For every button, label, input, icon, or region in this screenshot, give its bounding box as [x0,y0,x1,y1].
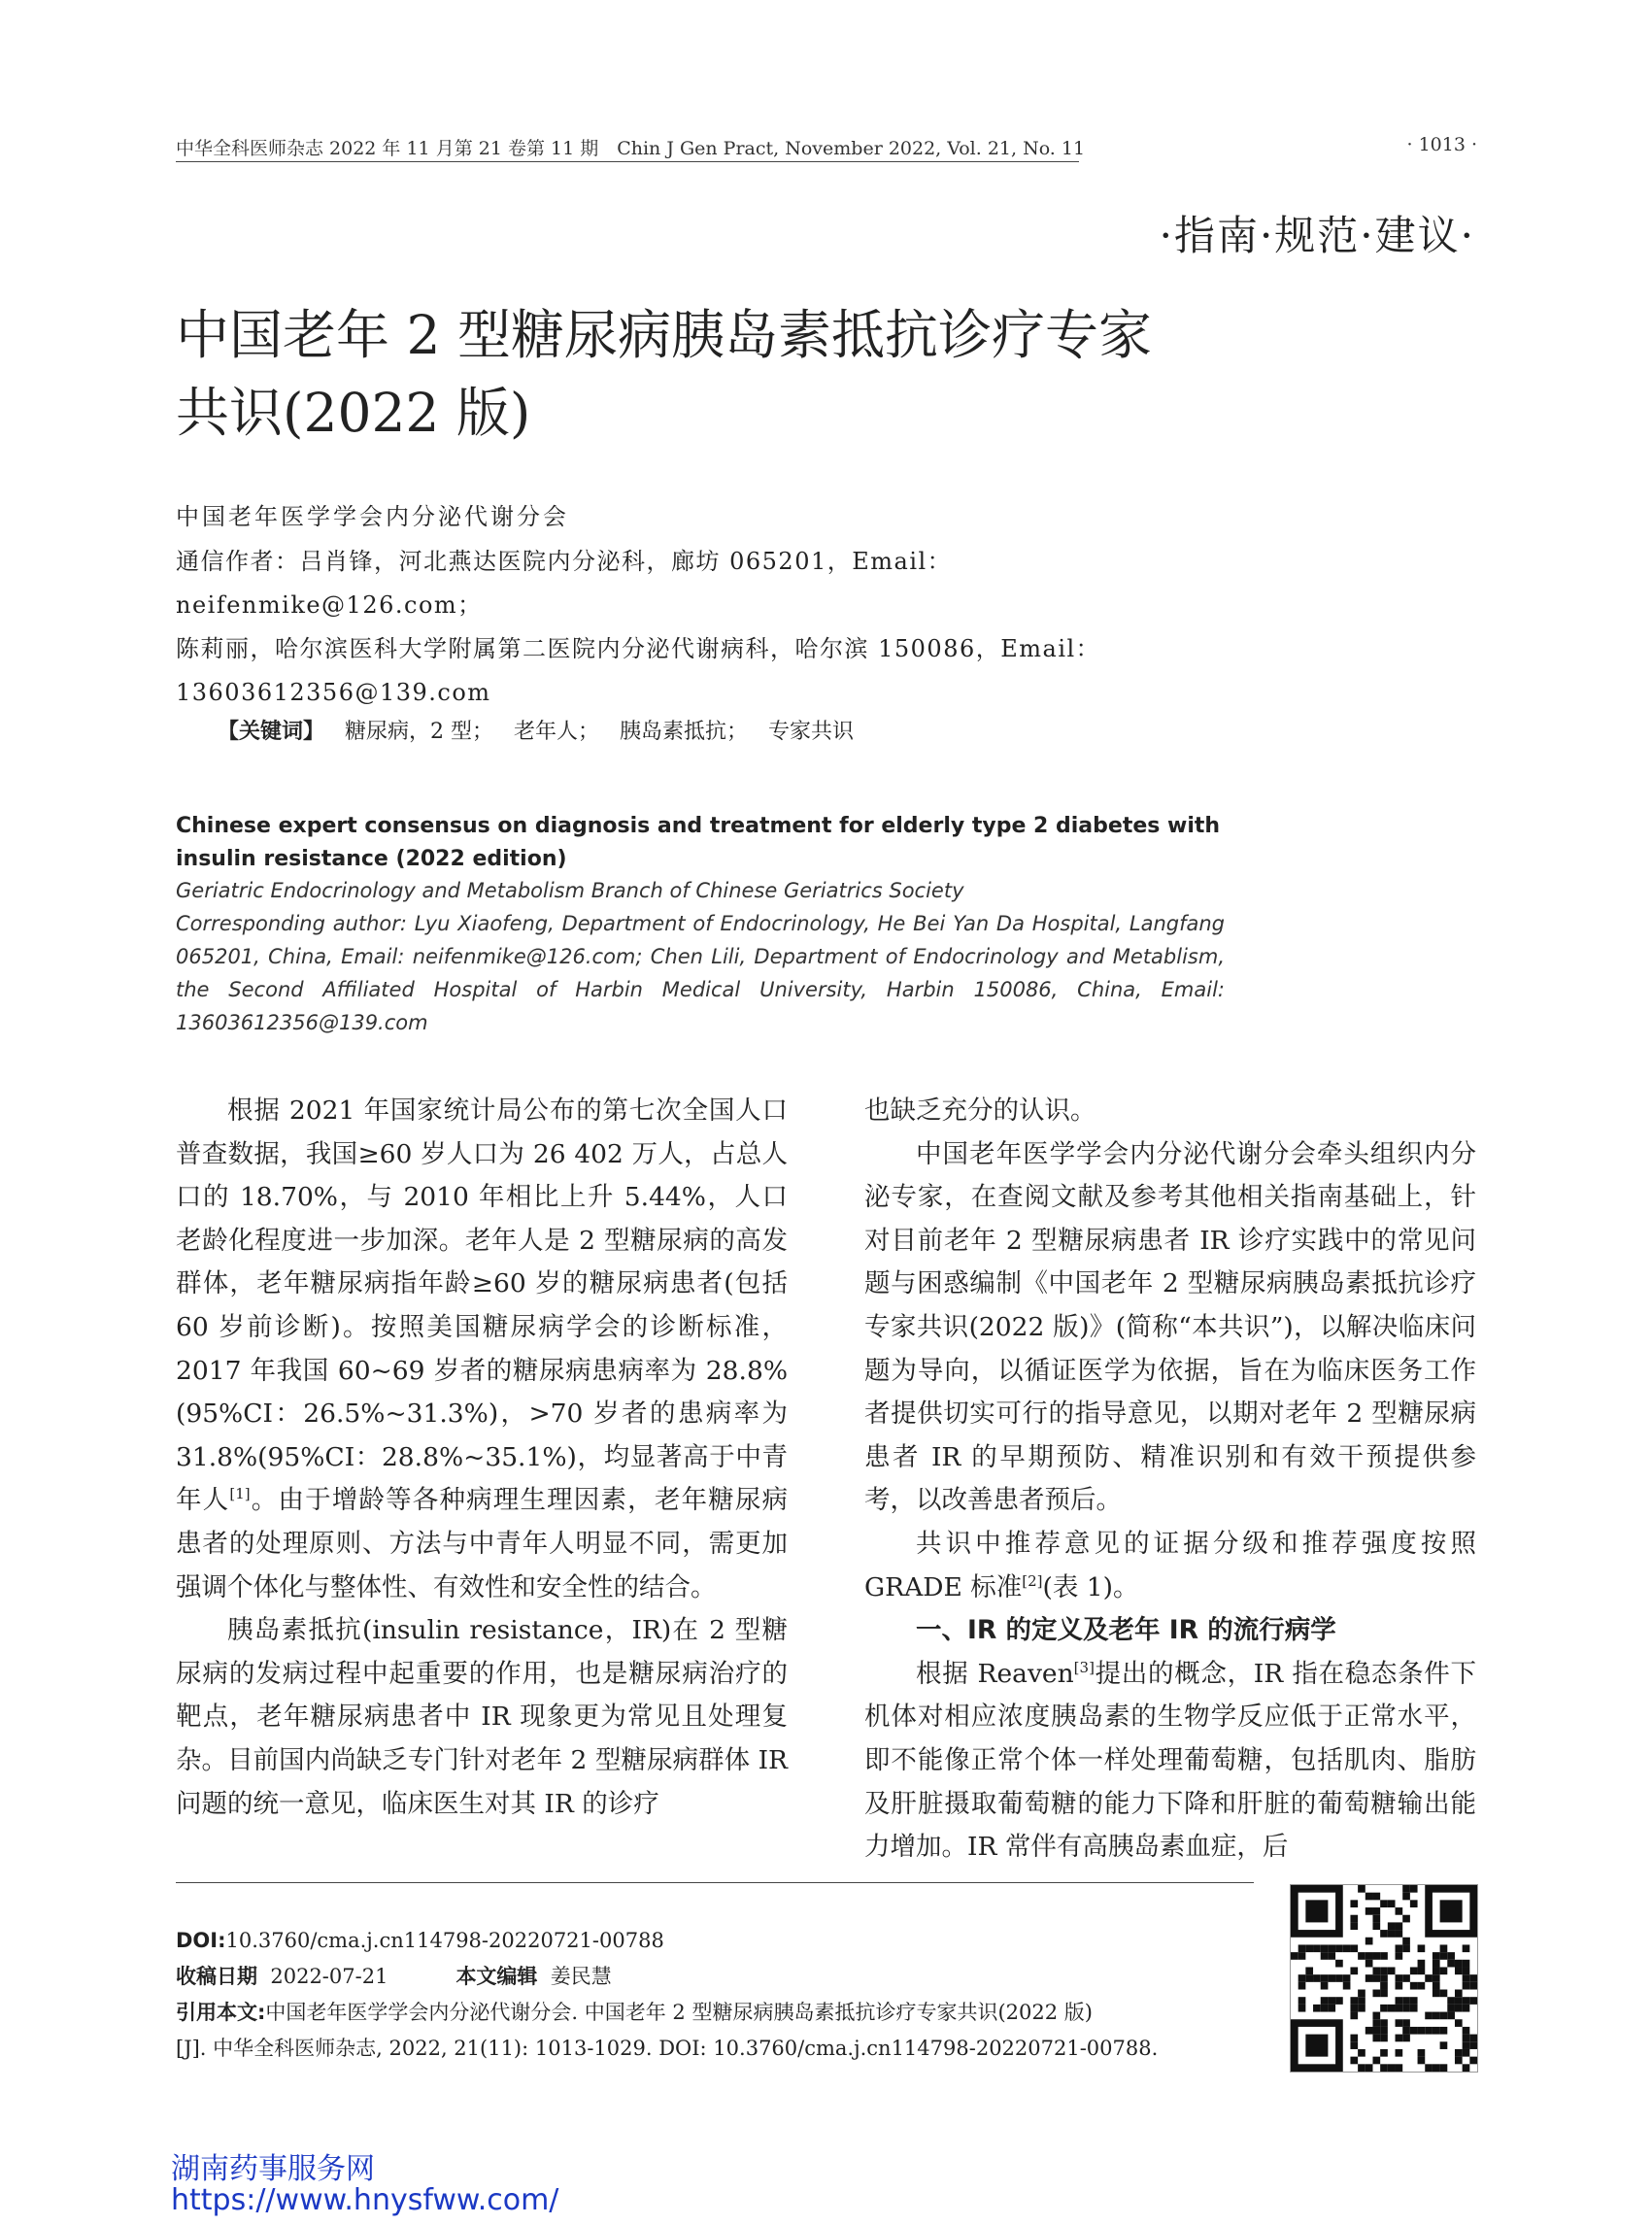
watermark-url[interactable]: https://www.hnysfww.com/ [171,2183,559,2217]
header-rule [176,161,1079,162]
body-text: 根据 2021 年国家统计局公布的第七次全国人口普查数据，我国≥60 岁人口为 26 402 万人，占总人口的 18.70%，与 2010 年相比上升 5.44%，人口老龄化程度进一步加深。老年人是 2 型糖尿病的高发群体，老年糖尿病指年龄≥60 岁的糖尿病患者(包括 60 岁前诊断)。按照美国糖尿病学会的诊断标准，2017 年我国 60~69 岁者的糖尿病患病率为 28.8%(95%CI：26.5%~31.3%)，>70 岁者的患病率为 31.8%(95%CI：28.8%~35.1%)，均显著高于中青年人 [176,1096,788,1516]
body-text: 。由于增龄等各种病理生理因素，老年糖尿病患者的处理原则、方法与中青年人明显不同，需更加强调个体化与整体性、有效性和安全性的结合。 [176,1485,789,1602]
keywords-label: 【关键词】 [218,720,325,744]
qr-code[interactable] [1290,1884,1478,2073]
body-paragraph [864,1523,1476,1609]
section-label: ·指南·规范·建议· [1159,212,1475,259]
citation-ref[interactable]: [2] [1022,1571,1043,1590]
section-heading: 一、IR 的定义及老年 IR 的流行病学 [916,1615,1336,1646]
body-text: 根据 Reaven [916,1658,1074,1689]
page-number: · 1013 · [1406,134,1477,155]
watermark-name: 湖南药事服务网 [171,2152,375,2186]
body-paragraph [176,1090,788,1609]
keywords [218,715,854,745]
body-paragraph: 中国老年医学学会内分泌代谢分会牵头组织内分泌专家，在查阅文献及参考其他相关指南基础上，针对目前老年 2 型糖尿病患者 IR 诊疗实践中的常见问题与困惑编制《中国老年 2 型糖尿病胰岛素抵抗诊疗专家共识(2022 版)》(简称“本共识”)，以解决临床问题为导向，以循证医学为依据，旨在为临床医务工作者提供切实可行的指导意见，以期对老年 2 型糖尿病患者 IR 的早期预防、精准识别和有效干预提供参考，以改善患者预后。 [864,1138,1476,1516]
body-paragraph: 也缺乏充分的认识。 [864,1096,1096,1126]
body-text: 提出的概念，IR 指在稳态条件下机体对相应浓度胰岛素的生物学反应低于正常水平，即不能像正常个体一样处理葡萄糖，包括肌肉、脂肪及肝脏摄取葡萄糖的能力下降和肝脏的葡萄糖输出能力增加。IR 常伴有高胰岛素血症，后 [864,1658,1476,1863]
english-corresponding: Corresponding author: Lyu Xiaofeng, Department of Endocrinology, He Bei Yan Da Hospital, Langfang 065201, China, Email: neifenmike@126.com; Chen Lili, Department of Endocrinology and Metablism, the Second Affiliated Hospital of Harbin Medical University, Harbin 150086, China, Email: 13603612356@139.com [176,912,1225,1034]
doi-label: DOI: [176,1929,226,1952]
keyword-item: 专家共识 [768,720,855,744]
corresponding-authors [176,540,1225,715]
received-date: 2022-07-21 [270,1965,388,1988]
qr-code-icon [1291,1885,1477,2072]
editor-name: 姜民慧 [550,1965,612,1988]
author-organization: 中国老年医学学会内分泌代谢分会 [176,503,569,530]
body-paragraph [864,1653,1476,1870]
cite-label: 引用本文: [176,2001,266,2024]
citation-line-1 [176,1995,1264,2031]
corr-line-3: 13603612356@139.com [176,679,491,706]
article-title-line1: 中国老年 2 型糖尿病胰岛素抵抗诊疗专家 [176,304,1152,366]
citation-ref[interactable]: [1] [229,1485,251,1503]
article-footer [176,1923,1264,2067]
english-affiliation: Geriatric Endocrinology and Metabolism Branch of Chinese Geriatrics Society [176,879,964,902]
corr-line-2: 陈莉丽，哈尔滨医科大学附属第二医院内分泌代谢病科，哈尔滨 150086，Email： [176,635,1101,662]
received-line [176,1959,1264,1995]
body-paragraph: 胰岛素抵抗(insulin resistance，IR)在 2 型糖尿病的发病过程中起重要的作用，也是糖尿病治疗的靶点，老年糖尿病患者中 IR 现象更为常见且处理复杂。目前国内尚缺乏专门针对老年 2 型糖尿病群体 IR 问题的统一意见，临床医生对其 IR 的诊疗 [176,1615,788,1819]
english-title: Chinese expert consensus on diagnosis and treatment for elderly type 2 diabetes with insulin resistance (2022 edition) [176,814,1221,871]
doi-line [176,1923,1264,1959]
doi-value[interactable]: 10.3760/cma.j.cn114798-20220721-00788 [225,1929,664,1952]
citation-line-2: [J]. 中华全科医师杂志, 2022, 21(11): 1013-1029. DOI: 10.3760/cma.j.cn114798-20220721-00788. [176,2037,1159,2060]
journal-header: 中华全科医师杂志 2022 年 11 月第 21 卷第 11 期 Chin J Gen Pract, November 2022, Vol. 21, No. 11 [176,138,1086,159]
cite-text: 中国老年医学学会内分泌代谢分会. 中国老年 2 型糖尿病胰岛素抵抗诊疗专家共识(2022 版) [265,2001,1093,2024]
article-title [176,296,1244,452]
english-affiliation-block [176,874,1225,1039]
keyword-item: 胰岛素抵抗； [620,720,749,744]
keyword-item: 老年人； [514,720,600,744]
received-label: 收稿日期 [176,1965,257,1988]
body-column-right [864,1090,1476,1870]
body-column-left [176,1090,788,1826]
keyword-item: 糖尿病，2 型； [345,720,494,744]
article-title-line2: 共识(2022 版) [176,382,531,444]
footer-rule [176,1882,1254,1883]
body-text: (表 1)。 [1042,1571,1139,1602]
editor-label: 本文编辑 [455,1965,538,1988]
body-text: 共识中推荐意见的证据分级和推荐强度按照 GRADE 标准 [864,1528,1476,1602]
corr-line-1: 通信作者：吕肖锋，河北燕达医院内分泌科，廊坊 065201，Email：neifenmike@126.com； [176,548,953,619]
citation-ref[interactable]: [3] [1073,1658,1095,1676]
